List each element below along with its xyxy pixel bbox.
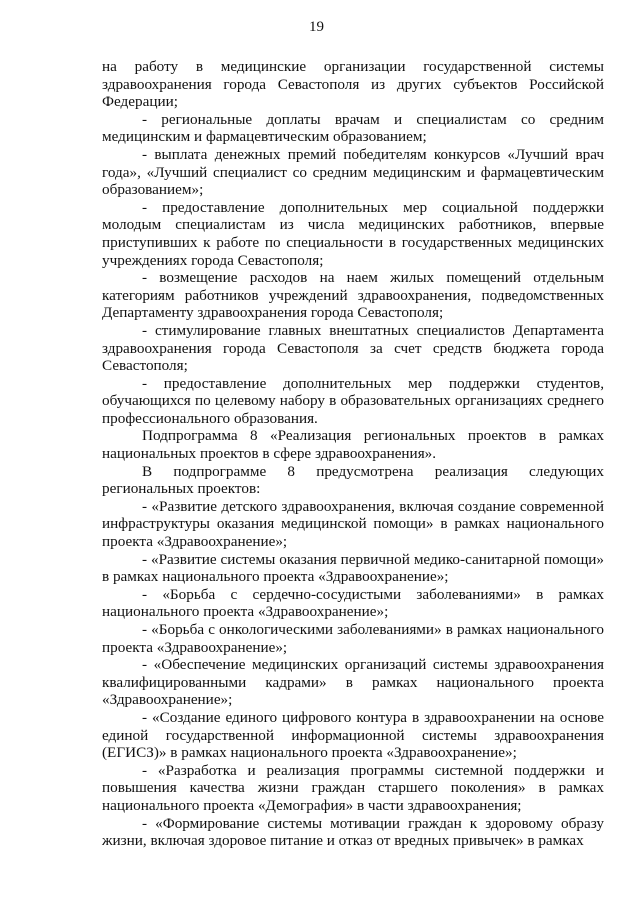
page-number: 19 <box>309 19 324 35</box>
list-item: - возмещение расходов на наем жилых помещений отдельным категориям работников учреждений здравоохранения, подведомственных Департаменту здравоохранения города Севастополя; <box>102 269 604 322</box>
list-item: - «Развитие детского здравоохранения, включая создание современной инфраструктуры оказания медицинской помощи» в рамках национального проекта «Здравоохранение»; <box>102 497 604 551</box>
list-item: - «Развитие системы оказания первичной медико-санитарной помощи» в рамках национального проекта «Здравоохранение»; <box>102 550 604 586</box>
list-item: - «Обеспечение медицинских организаций системы здравоохранения квалифицированными кадрами» в рамках национального проекта «Здравоохранение»; <box>102 656 604 709</box>
document-body <box>102 58 604 850</box>
list-item: - предоставление дополнительных мер социальной поддержки молодым специалистам из числа медицинских работников, впервые приступивших к работе по специальности в государственных медицинских учреждениях города Севастополя; <box>102 198 604 269</box>
list-item: - предоставление дополнительных мер поддержки студентов, обучающихся по целевому набору в образовательных организациях среднего профессионального образования. <box>102 374 604 427</box>
paragraph: на работу в медицинские организации государственной системы здравоохранения города Севастополя из других субъектов Российской Федерации; <box>102 58 604 111</box>
paragraph: В подпрограмме 8 предусмотрена реализация следующих региональных проектов: <box>102 462 604 498</box>
list-item: - стимулирование главных внештатных специалистов Департамента здравоохранения города Севастополя за счет средств бюджета города Севастополя; <box>102 321 604 375</box>
list-item: - выплата денежных премий победителям конкурсов «Лучший врач года», «Лучший специалист со средним медицинским и фармацевтическим образованием»; <box>102 145 604 199</box>
list-item: - региональные доплаты врачам и специалистам со средним медицинским и фармацевтическим образованием; <box>102 110 604 146</box>
subprogram-heading: Подпрограмма 8 «Реализация региональных проектов в рамках национальных проектов в сфере здравоохранения». <box>102 427 604 463</box>
list-item: - «Борьба с онкологическими заболеваниями» в рамках национального проекта «Здравоохранение»; <box>102 621 604 656</box>
list-item: - «Создание единого цифрового контура в здравоохранении на основе единой государственной информационной системы здравоохранения (ЕГИСЗ)» в рамках национального проекта «Здравоохранение»; <box>102 708 604 762</box>
list-item: - «Формирование системы мотивации граждан к здоровому образу жизни, включая здоровое питание и отказ от вредных привычек» в рамках <box>102 814 604 850</box>
list-item: - «Разработка и реализация программы системной поддержки и повышения качества жизни граждан старшего поколения» в рамках национального проекта «Демография» в части здравоохранения; <box>102 761 604 814</box>
list-item: - «Борьба с сердечно-сосудистыми заболеваниями» в рамках национального проекта «Здравоохранение»; <box>102 585 604 621</box>
